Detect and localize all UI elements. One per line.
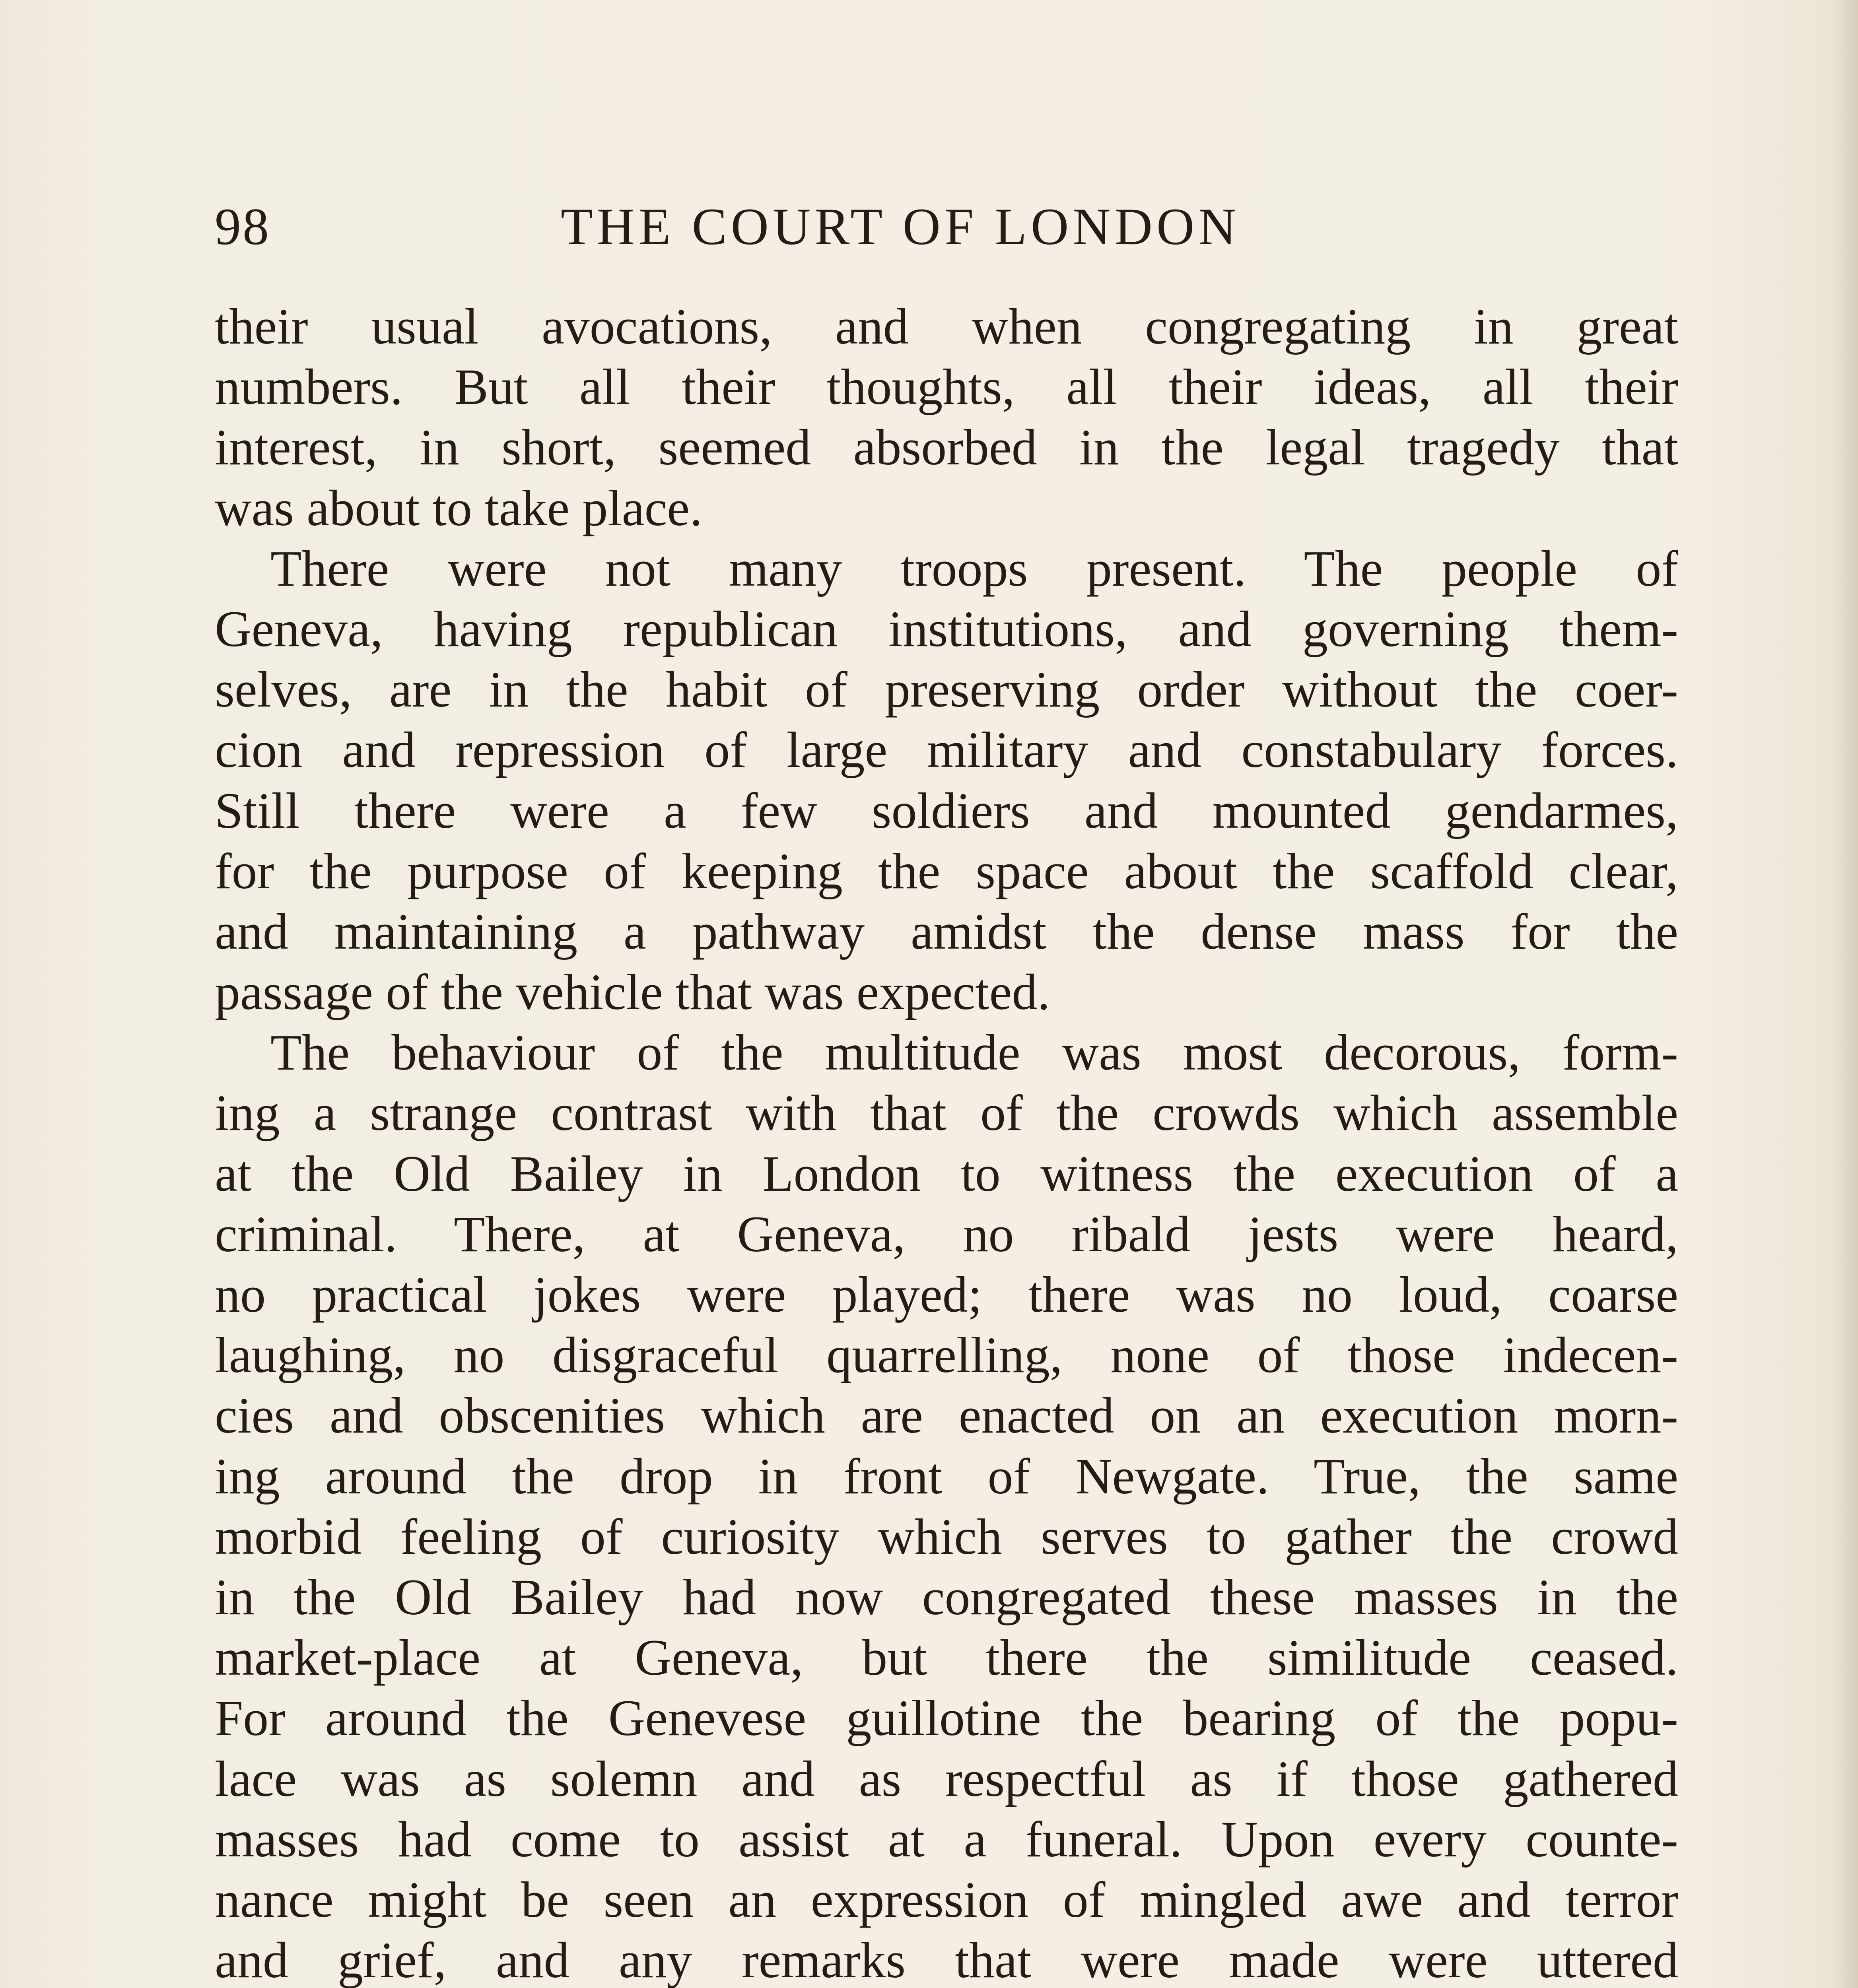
running-header: [215, 187, 1678, 266]
text-line: their usual avocations, and when congregating in great: [215, 298, 1678, 355]
text-line: ing a strange contrast with that of the crowds which assemble: [215, 1085, 1678, 1142]
text-line: For around the Genevese guillotine the bearing of the popu-: [215, 1690, 1678, 1747]
text-line: There were not many troops present. The people of: [270, 540, 1678, 597]
text-line: cion and repression of large military and constabulary forces.: [215, 722, 1678, 779]
body-text: [215, 296, 1678, 1988]
paragraph: [215, 296, 1678, 538]
text-line: ing around the drop in front of Newgate. True, the same: [215, 1448, 1678, 1505]
text-line: Geneva, having republican institutions, and governing them-: [215, 600, 1678, 657]
text-line: laughing, no disgraceful quarrelling, none of those indecen-: [215, 1327, 1678, 1384]
paragraph: [215, 538, 1678, 1023]
page-number: 98: [215, 197, 270, 256]
text-line: lace was as solemn and as respectful as if those gathered: [215, 1750, 1678, 1807]
text-line: morbid feeling of curiosity which serves to gather the crowd: [215, 1508, 1678, 1565]
page-edge-shadow: [1830, 0, 1858, 1988]
text-line: and maintaining a pathway amidst the dense mass for the: [215, 903, 1678, 960]
text-line: passage of the vehicle that was expected.: [215, 964, 1050, 1021]
text-line: at the Old Bailey in London to witness the execution of a: [215, 1145, 1678, 1202]
text-line: masses had come to assist at a funeral. Upon every counte-: [215, 1811, 1678, 1868]
text-line: and grief, and any remarks that were made were uttered: [215, 1932, 1678, 1988]
running-title: THE COURT OF LONDON: [561, 197, 1240, 256]
paragraph: [215, 1022, 1678, 1988]
text-line: in the Old Bailey had now congregated these masses in the: [215, 1569, 1678, 1625]
text-line: interest, in short, seemed absorbed in the legal tragedy that: [215, 419, 1678, 476]
text-line: was about to take place.: [215, 480, 703, 536]
text-line: cies and obscenities which are enacted on an execution morn-: [215, 1387, 1678, 1444]
text-line: market-place at Geneva, but there the similitude ceased.: [215, 1629, 1678, 1686]
text-line: Still there were a few soldiers and mounted gendarmes,: [215, 782, 1678, 839]
text-line: for the purpose of keeping the space about the scaffold clear,: [215, 843, 1678, 899]
text-line: nance might be seen an expression of mingled awe and terror: [215, 1871, 1678, 1928]
text-line: criminal. There, at Geneva, no ribald jests were heard,: [215, 1206, 1678, 1262]
text-line: numbers. But all their thoughts, all their ideas, all their: [215, 359, 1678, 415]
text-line: no practical jokes were played; there was no loud, coarse: [215, 1266, 1678, 1323]
text-line: selves, are in the habit of preserving order without the coer-: [215, 661, 1678, 718]
text-line: The behaviour of the multitude was most decorous, form-: [270, 1024, 1678, 1081]
